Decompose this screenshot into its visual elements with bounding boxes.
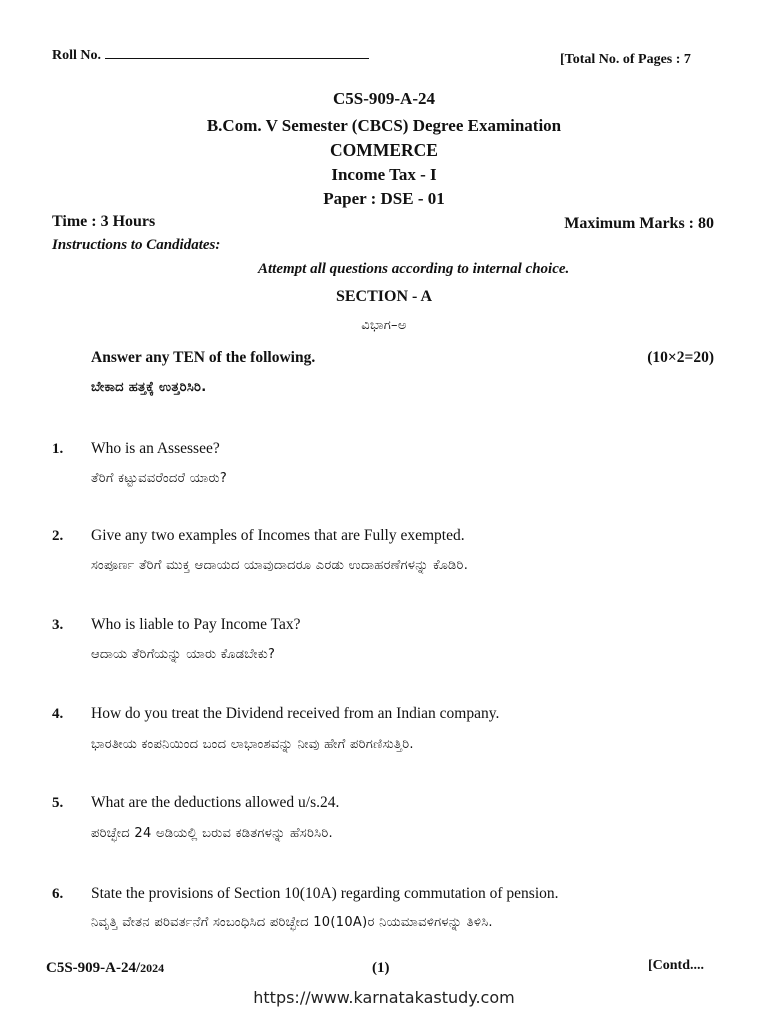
question-number: 5. bbox=[52, 795, 64, 811]
paper-code: C5S-909-A-24 bbox=[333, 89, 435, 108]
question-number: 4. bbox=[52, 706, 64, 722]
website-url[interactable]: https://www.karnatakastudy.com bbox=[253, 988, 515, 1007]
question-text-kannada: ತೆರಿಗೆ ಕಟ್ಟುವವರೆಂದರೆ ಯಾರು? bbox=[91, 471, 228, 486]
paper-title: Paper : DSE - 01 bbox=[323, 189, 445, 208]
section-directive: Answer any TEN of the following. bbox=[91, 349, 316, 366]
instructions-label: Instructions to Candidates: bbox=[52, 237, 221, 253]
page-number: (1) bbox=[372, 960, 390, 976]
course-title: Income Tax - I bbox=[331, 165, 437, 184]
question-text-kannada: ಪರಿಚ್ಛೇದ 24 ಅಡಿಯಲ್ಲಿ ಬರುವ ಕಡಿತಗಳನ್ನು ಹೆಸರಿಸಿರಿ. bbox=[91, 826, 333, 841]
footer-year: 2024 bbox=[140, 961, 165, 975]
question-text-kannada: ಭಾರತೀಯ ಕಂಪನಿಯಿಂದ ಬಂದ ಲಾಭಾಂಶವನ್ನು ನೀವು ಹೇಗೆ ಪರಿಗಣಿಸುತ್ತಿರಿ. bbox=[91, 737, 414, 752]
question-text: What are the deductions allowed u/s.24. bbox=[91, 794, 340, 811]
question-text: How do you treat the Dividend received from an Indian company. bbox=[91, 705, 500, 722]
subject-title: COMMERCE bbox=[330, 140, 438, 160]
instruction-text: Attempt all questions according to internal choice. bbox=[258, 261, 570, 277]
footer-code: C5S-909-A-24/ bbox=[46, 960, 141, 976]
question-text-kannada: ನಿವೃತ್ತಿ ವೇತನ ಪರಿವರ್ತನೆಗೆ ಸಂಬಂಧಿಸಿದ ಪರಿಚ್ಛೇದ 10(10A)ರ ನಿಯಮಾವಳಿಗಳನ್ನು ತಿಳಿಸಿ. bbox=[91, 915, 493, 930]
question-number: 2. bbox=[52, 528, 64, 544]
question-number: 3. bbox=[52, 617, 64, 633]
question-text: Who is an Assessee? bbox=[91, 440, 220, 457]
question-number: 1. bbox=[52, 441, 64, 457]
section-title-kannada: ವಿಭಾಗ–ಅ bbox=[361, 318, 407, 333]
footer-paper-code bbox=[46, 960, 164, 977]
exam-title: B.Com. V Semester (CBCS) Degree Examination bbox=[206, 116, 562, 135]
roll-number-label: Roll No. bbox=[52, 48, 101, 63]
roll-number-line bbox=[105, 46, 369, 59]
time-allowed: Time : 3 Hours bbox=[52, 213, 156, 230]
section-title: SECTION - A bbox=[335, 288, 433, 305]
continued-label: [Contd.... bbox=[648, 958, 705, 973]
question-text-kannada: ಸಂಪೂರ್ಣ ತೆರಿಗೆ ಮುಕ್ತ ಆದಾಯದ ಯಾವುದಾದರೂ ಎರಡು ಉದಾಹರಣೆಗಳನ್ನು ಕೊಡಿರಿ. bbox=[91, 558, 469, 573]
section-directive-kannada: ಬೇಕಾದ ಹತ್ತಕ್ಕೆ ಉತ್ತರಿಸಿರಿ. bbox=[91, 380, 207, 395]
question-text-kannada: ಆದಾಯ ತೆರಿಗೆಯನ್ನು ಯಾರು ಕೊಡಬೇಕು? bbox=[91, 647, 276, 662]
question-text: Who is liable to Pay Income Tax? bbox=[91, 616, 301, 633]
maximum-marks: Maximum Marks : 80 bbox=[564, 215, 714, 232]
question-number: 6. bbox=[52, 886, 64, 902]
section-marks: (10×2=20) bbox=[647, 349, 714, 366]
question-text: State the provisions of Section 10(10A) regarding commutation of pension. bbox=[91, 885, 559, 902]
roll-number-field bbox=[52, 46, 369, 64]
question-text: Give any two examples of Incomes that are Fully exempted. bbox=[91, 527, 465, 544]
total-pages: [Total No. of Pages : 7 bbox=[560, 52, 691, 67]
